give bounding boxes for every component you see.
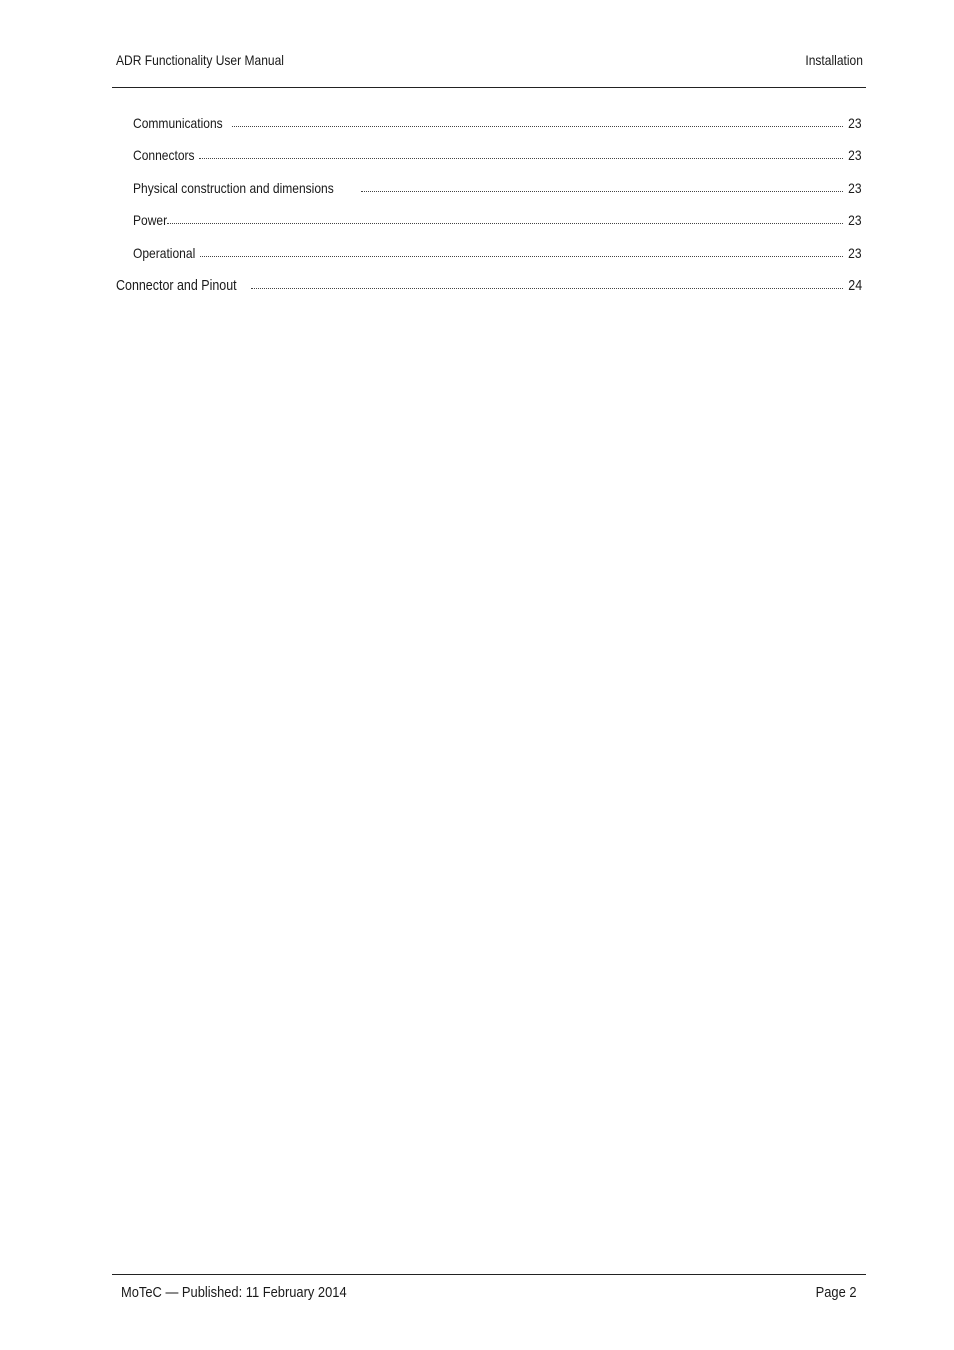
toc-entry-page: 23 <box>848 147 862 164</box>
toc-entry-label: Operational <box>133 244 196 261</box>
toc-entry-label: Physical construction and dimensions <box>133 179 334 196</box>
toc-leader <box>200 244 843 258</box>
toc-leader <box>199 146 843 160</box>
toc-entry-communications[interactable] <box>112 114 862 146</box>
toc-entry-connectors[interactable] <box>112 146 862 178</box>
toc-leader <box>251 276 843 290</box>
document-title: ADR Functionality User Manual <box>116 52 284 68</box>
toc-entry-page: 23 <box>848 115 862 131</box>
toc-entry-physical-construction[interactable] <box>112 179 862 211</box>
toc-entry-label: Communications <box>133 115 223 131</box>
toc-entry-page: 23 <box>848 179 862 196</box>
toc-leader <box>167 211 843 225</box>
toc-entry-power[interactable] <box>112 211 862 243</box>
publisher-info: MoTeC — Published: 11 February 2014 <box>121 1284 347 1301</box>
page-footer <box>112 1274 866 1301</box>
table-of-contents <box>112 114 862 308</box>
toc-entry-connector-and-pinout[interactable] <box>112 276 862 308</box>
toc-entry-label: Connector and Pinout <box>116 277 237 294</box>
page-number: Page 2 <box>816 1284 857 1301</box>
toc-entry-page: 24 <box>848 277 862 294</box>
section-title: Installation <box>805 52 863 68</box>
toc-entry-page: 23 <box>848 212 862 229</box>
toc-leader <box>361 179 843 193</box>
toc-leader <box>232 114 843 128</box>
toc-entry-label: Power <box>133 212 168 229</box>
toc-entry-label: Connectors <box>133 147 195 164</box>
toc-entry-operational[interactable] <box>112 244 862 276</box>
page-header <box>112 48 866 88</box>
toc-entry-page: 23 <box>848 244 862 261</box>
